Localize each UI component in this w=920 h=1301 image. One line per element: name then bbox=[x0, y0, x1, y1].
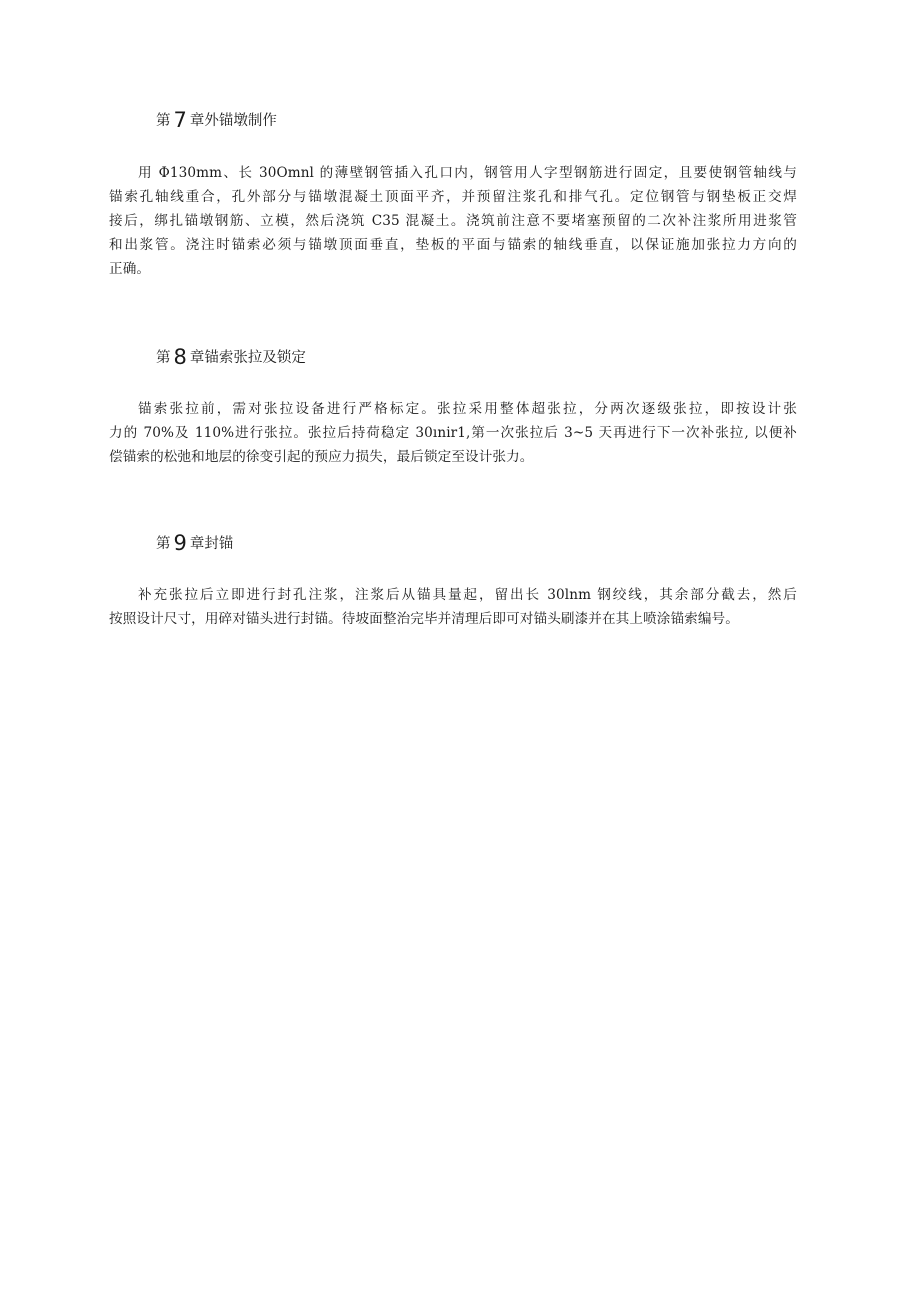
paragraph-line: 按照设计尺寸，用碎对锚头进行封锚。待坡面整治完毕并清理后即可对锚头刷漆并在其上喷涂锚索编号。 bbox=[109, 611, 739, 627]
section-9-heading bbox=[156, 531, 233, 556]
paragraph-line: 用 Φ130mm、长 30Omnl 的薄壁钢管插入孔口内，钢管用人字型钢筋进行固定，且要使钢管轴线与 bbox=[138, 165, 797, 181]
paragraph-line: 正确。 bbox=[109, 261, 151, 277]
heading-prefix: 第 bbox=[156, 113, 171, 129]
paragraph-line: 补充张拉后立即进行封孔注浆，注浆后从锚具量起，留出长 30lnm 钢绞线，其余部分截去，然后 bbox=[138, 587, 797, 603]
chapter-number: 9 bbox=[173, 531, 187, 555]
heading-title: 章封锚 bbox=[189, 536, 234, 552]
paragraph-line: 锚索张拉前，需对张拉设备进行严格标定。张拉采用整体超张拉，分两次逐级张拉，即按设计张 bbox=[138, 401, 797, 417]
heading-title: 章外锚墩制作 bbox=[189, 113, 277, 129]
section-8-paragraph bbox=[109, 397, 797, 469]
paragraph-line: 力的 70%及 110%进行张拉。张拉后持荷稳定 30ınir1,第一次张拉后 3~5 天再进行下一次补张拉, 以便补 bbox=[109, 425, 797, 441]
heading-prefix: 第 bbox=[156, 536, 171, 552]
paragraph-line: 接后，绑扎锚墩钢筋、立模，然后浇筑 C35 混凝土。浇筑前注意不要堵塞预留的二次补注浆所用进浆管 bbox=[109, 213, 797, 229]
section-7-heading bbox=[156, 108, 277, 133]
section-8-heading bbox=[156, 345, 306, 370]
chapter-number: 7 bbox=[173, 108, 187, 132]
section-7-paragraph bbox=[109, 161, 797, 281]
paragraph-line: 锚索孔轴线重合，孔外部分与锚墩混凝土顶面平齐，并预留注浆孔和排气孔。定位钢管与钢垫板正交焊 bbox=[109, 189, 797, 205]
paragraph-line: 偿锚索的松弛和地层的徐变引起的预应力损失，最后锁定至设计张力。 bbox=[109, 449, 534, 465]
section-9-paragraph bbox=[109, 583, 797, 631]
chapter-number: 8 bbox=[173, 345, 187, 369]
heading-prefix: 第 bbox=[156, 350, 171, 366]
paragraph-line: 和出浆管。浇注时锚索必须与锚墩顶面垂直，垫板的平面与锚索的轴线垂直，以保证施加张拉力方向的 bbox=[109, 237, 797, 253]
heading-title: 章锚索张拉及锁定 bbox=[189, 350, 306, 366]
